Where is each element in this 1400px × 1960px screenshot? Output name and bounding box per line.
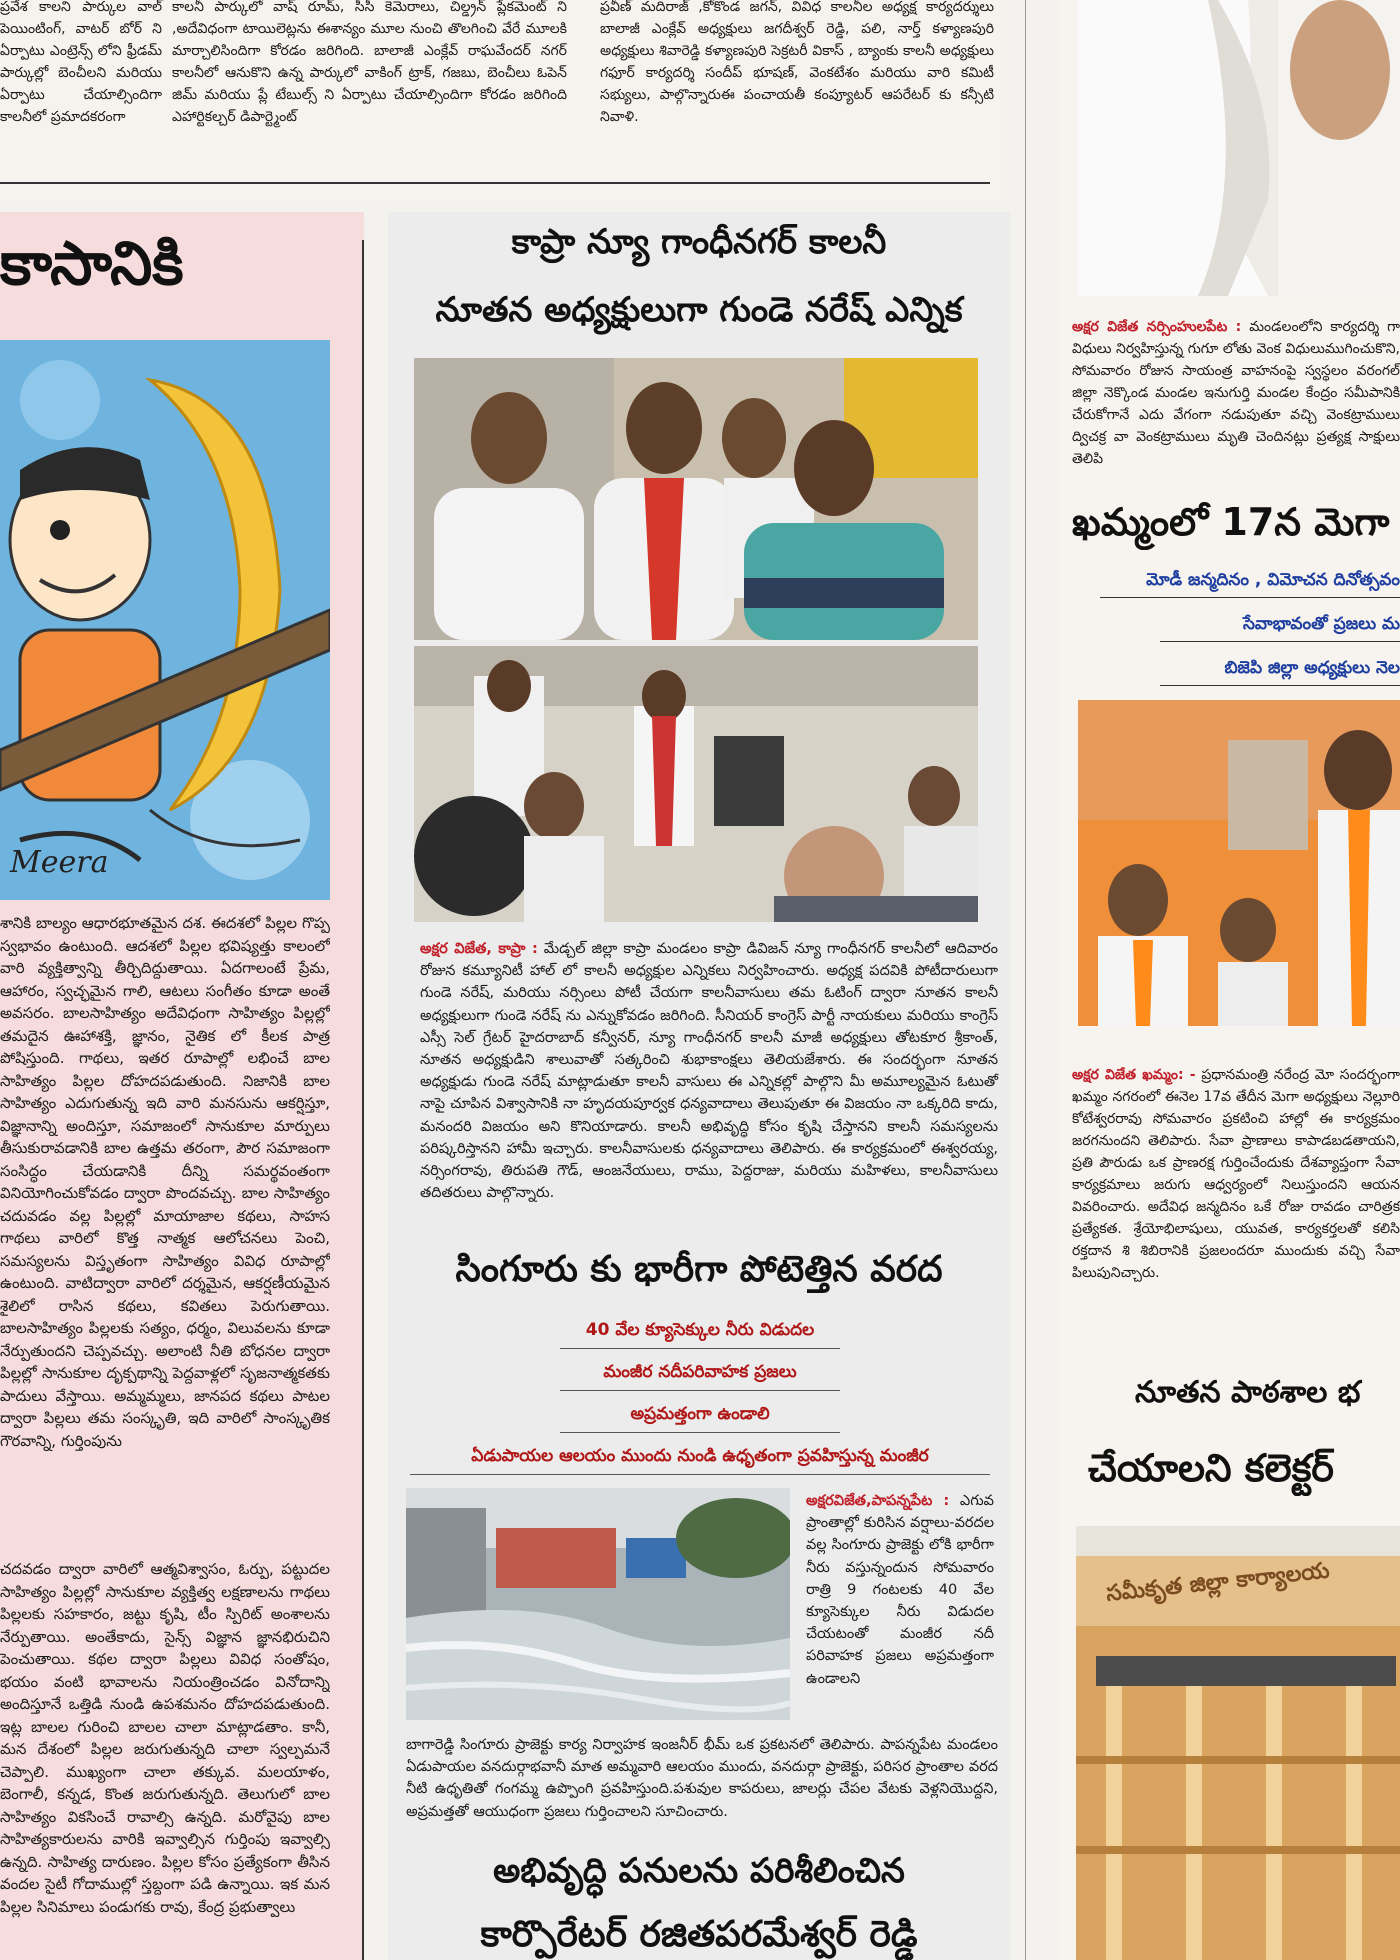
flood-dateline: అక్షరవిజేత,పాపన్నపేట : bbox=[806, 1493, 950, 1509]
top-article-col-b: కాలనీ పార్కులో వాష్ రూమ్, సీసీ కెమెరాలు, చిల్డ్రన్ ప్లేకమెంట్ ని ,అదేవిధంగా టాయిలెట్లను ఈశాన్యం మూల నుంచి తొలగించి వేరే మూలకి మార్చాలిసిందిగా కోరడం జరిగింది. బాలాజీ ఎంక్లేవ్ రాఘవేందర్ నగర్ కాలనీలో ఆనుకొని ఉన్న పార్కులో వాకింగ్ ట్రాక్, గజబు, బెంచీలు ఓపెన్ జిమ్ మరియు ప్లే టేబుల్స్ ని ఏర్పాటు చేయాల్సిందిగా కోరడం జరిగింది ఎహార్టికల్చర్ డిపార్ట్మెంట్ bbox=[172, 0, 567, 125]
kapra-article-body bbox=[420, 938, 998, 1204]
right-dateline-2: అక్షర విజేత ఖమ్మం: - bbox=[1072, 1067, 1196, 1083]
right-body-1: మండలంలోని కార్యదర్శి గా విధులు నిర్వహిస్తున్న గుగూ లోతు వెంక విధులుముగించుకొని, సోమవారం రోజున సాయంత్ర వాహనంపై స్వస్థలం వరంగల్ జిల్లా నెక్కొండ మండల ఇనుగుర్తి మండల కేంద్రం సమీపానికి చేరుకోగానే ఎదు వేగంగా నడుపుతూ వచ్చి వెంకట్రాములు ద్విచక్ర వా వెంకట్రాములు మృతి చెందినట్లు ప్రత్యక్ష సాక్షులు తెలిపి bbox=[1072, 319, 1400, 467]
bottom-title-line1: అభివృద్ధి పనులను పరిశీలించిన bbox=[493, 1851, 905, 1891]
right-dateline-1: అక్షర విజేత నర్సింహులపేట : bbox=[1072, 319, 1242, 335]
kapra-dateline: అక్షర విజేత, కాప్రా : bbox=[420, 941, 538, 957]
left-article-part2: చదవడం ద్వారా వారిలో ఆత్మవిశ్వాసం, ఓర్పు, పట్టుదల సాహిత్యం పిల్లల్లో సానుకూల వ్యక్తిత్వ లక్షణాలను గాథలు పిల్లలకు సహకారం, జట్టు కృషి, టీం స్పిరిట్ అంశాలను నేర్పుతాయి. అంతేకాదు, సైన్స్ విజ్ఞాన జ్ఞానభిరుచిని పెంచుతాయి. కథల ద్వారా పిల్లలు వివిధ సంతోషం, భయం వంటి భావాలను నియంత్రించడం వినోదాన్ని అందిస్తూనే ఒత్తిడి నుండి ఉపశమనం దోహదపడుతుంది. ఇట్ల బాలల గురించి బాలల చాలా మాట్లాడతాం. కానీ, మన దేశంలో పిల్లల జరుగుతున్నది చాలా స్వల్పమనే చెప్పాలి. ముఖ్యంగా చాలా తక్కువ. మలయాళం, బెంగాలీ, కన్నడ, కొంత జరుగుతున్నది. తెలుగులో బాల సాహిత్యం వికసించే రావాల్సి ఉన్నది. మరోవైపు బాల సాహిత్యకారులను వారికి ఇవ్వాల్సిన గుర్తింపు ఇవ్వాల్సి ఉన్నది. సాహిత్య దారుణం. పిల్లల కోసం ప్రత్యేకంగా తీసిన వందల సైటీ గోదాముల్లో స్తబ్దంగా పడి ఉన్నాయి. ఇక మన పిల్లల సినిమాలు పండుగకు రావు, కేంద్ర ప్రభుత్వాలు bbox=[0, 1560, 330, 1916]
khammam-headline: ఖమ్మంలో 17న మెగా bbox=[1072, 500, 1390, 544]
photo-collectorate bbox=[1076, 1526, 1400, 1960]
kapra-title-line1: కాప్రా న్యూ గాంధీనగర్ కాలనీ bbox=[511, 222, 887, 262]
portrait-photo bbox=[1078, 0, 1400, 296]
top-divider bbox=[0, 182, 990, 184]
left-divider bbox=[362, 240, 364, 1960]
bottom-title-line2: కార్పొరేటర్ రజితపరమేశ్వర్ రెడ్డి bbox=[480, 1914, 918, 1955]
flood-sub-3: అప్రమత్తంగా ఉండాలి bbox=[560, 1404, 840, 1433]
right-article-2 bbox=[1072, 1064, 1400, 1284]
top-article-col-c: ప్రవీణ్ మదిరాజ్ ,కోకొండ జగన్, వివిధ కాలనీల అధ్యక్ష కార్యదర్శులు బాలాజీ ఎంక్లేవ్ అధ్యక్షులు జగదీశ్వర్ రెడ్డి, పలి, నార్త్ కళ్యాణపురి అధ్యక్షులు శివారెడ్డి కళ్యాణపురి సెక్రటరీ వికాస్ , బ్యాంకు కాలనీ అధ్యక్షులు గఫూర్ కార్యదర్శి సందీప్ భూషణ్, వెంకటేశం మరియు వారి కమిటీ సభ్యులు, పాల్గొన్నారుఈ పంచాయతీ కంప్యూటర్ ఆపరేటర్ కు కన్సీటి నివాళి. bbox=[600, 0, 994, 125]
khammam-sub-1: మోడీ జన్మదినం , విమోచన దినోత్సవం bbox=[1100, 570, 1400, 598]
right-body-2: ప్రధానమంత్రి నరేంద్ర మో సందర్భంగా ఖమ్మం నగరంలో ఈనెల 17వ తేదీన మెగా అధ్యక్షులు నెల్లూరి కోటేశ్వరరావు సోమవారం ప్రకటించి హాల్లో ఈ కార్యక్రమం జరగనుందని తెలిపారు. సేవా ప్రాణాలు కాపాడబడతాయని, ప్రతి పౌరుడు ఒక ప్రాణరక్ష గుర్తించేందుకు దేశవ్యాప్తంగా సేవా కార్యక్రమాలు జరుగు ఆధ్వర్యంలో నిలుస్తుందని ఆయన వివరించారు. అదేవిధ జన్మదినం ఒకే రోజు రావడం చారిత్రక ప్రత్యేకత. శ్రేయోభిలాషులు, యువత, కార్యకర్తలతో కలిసి రక్తదాన శి శిబిరానికి ప్రజలందరూ ముందుకు వచ్చి సేవా పిలుపునిచ్చారు. bbox=[1072, 1067, 1400, 1281]
left-article-part1: శానికి బాల్యం ఆధారభూతమైన దశ. ఈదశలో పిల్లల గొప్ప స్వభావం ఉంటుంది. ఆదశలో పిల్లల భవిష్యత్తు కాలంలో వారి వ్యక్తిత్వాన్ని తీర్చిదిద్దుతాయి. ఏదగాలంటే ప్రేమ, ఆహారం, స్వచ్ఛమైన గాలి, ఆటలు సంగీతం కూడా అంతే అవసరం. బాలసాహిత్యం అదేవిధంగా సాహిత్యం పిల్లల్లో తమదైన ఊహాశక్తి, జ్ఞానం, నైతిక లో కీలక పాత్ర పోషిస్తుంది. గాథలు, ఇతర రూపాల్లో లభించే బాల సాహిత్యం పిల్లల దోహదపడుతుంది. నిజానికి బాల సాహిత్యం ఎదుగుతున్న ఇది వారి మనసును ఆకర్షిస్తూ, విజ్ఞానాన్ని అందిస్తూ, సమాజంలో సానుకూల మార్పులు తీసుకురావడానికి బాల ఉత్తమ తరంగా, పౌర సమాజంగా సంసిద్ధం చేయడానికి దీన్ని సమర్థవంతంగా వినియోగించుకోవడం ద్వారా పొందవచ్చు. బాల సాహిత్యం చదువడం వల్ల పిల్లల్లో మాయాజాల కథలు, సాహస గాథలు వారిలో కొత్త నాత్మక ఆలోచనలు పెంచి, సమస్యలను విస్తృతంగా సాహిత్యం వివిధ రూపాల్లో ఉంటుంది. వాటిద్వారా వారిలో దర్శమైన, ఆకర్షణీయమైన శైలిలో రాసిన కథలు, కవితలు పెరుగుతాయి. బాలసాహిత్యం పిల్లలకు సత్యం, ధర్మం, విలువలను కూడా నేర్పుతుందని చెప్పవచ్చు. అలాంటి నీతి బోధనల ద్వారా పిల్లల్లో సానుకూల దృక్పథాన్ని పెద్దవాళ్లలో సృజనాత్మకతకు పాదులు వేస్తాయి. అమ్మమ్మలు, జానపద కథలు పాటల ద్వారా పిల్లలు తమ సంస్కృతి, ఇది వారిలో సాంస్కృతిక గౌరవాన్ని, గుర్తింపును bbox=[0, 914, 330, 1450]
cartoon-illustration bbox=[0, 340, 330, 900]
kapra-title-line2: నూతన అధ్యక్షులుగా గుండె నరేష్ ఎన్నిక bbox=[435, 290, 963, 330]
flood-sub-2: మంజీర నదీపరివాహక ప్రజలు bbox=[560, 1362, 840, 1391]
school-title-2: చేయాలని కలెక్టర్ bbox=[1088, 1446, 1334, 1490]
column-divider bbox=[1025, 0, 1026, 1960]
photo-bjp-event bbox=[1078, 700, 1400, 1026]
left-headline: కాసానికి bbox=[0, 229, 184, 299]
photo-flood bbox=[406, 1488, 790, 1720]
right-article-1 bbox=[1072, 316, 1400, 470]
top-article-col-a: ప్రవేశ కాలని పార్కుల వాల్ పెయింటింగ్, వాటర్ బోర్ ని ఏర్పాటు ఎంట్రెన్స్ లోని ఫ్రీడమ్ పార్కుల్లో బెంచీలని మరియు ఏర్పాటు చేయాల్సిందిగా కాలనీలో ప్రమాదకరంగా bbox=[0, 0, 162, 125]
kapra-body-text: మేడ్చల్ జిల్లా కాప్రా మండలం కాప్రా డివిజన్ న్యూ గాంధీనగర్ కాలనీలో ఆదివారం రోజున కమ్యూనిటీ హాల్ లో కాలనీ అధ్యక్షుల ఎన్నికలు నిర్వహించారు. అధ్యక్ష పదవికి పోటీదారులుగా గుండె నరేష్, మరియు నర్సింలు పోటీ చేయగా కాలనీవాసులు తమ ఓటింగ్ ద్వారా నూతన కాలనీ అధ్యక్షులుగా గుండె నరేష్ ను ఎన్నుకోవడం జరిగింది. సీనియర్ కాంగ్రెస్ పార్టీ నాయకులు మరియు కాంగ్రెస్ ఎస్సీ సెల్ గ్రేటర్ హైదరాబాద్ కన్వీనర్, న్యూ గాంధీనగర్ కాలనీ మాజీ అధ్యక్షులు తోటకూర శ్రీకాంత్, నూతన అధ్యక్షుడిని శాలువాతో సత్కరించి శుభాకాంక్షలు తెలియజేశారు. ఈ సందర్భంగా నూతన అధ్యక్షుడు గుండె నరేష్ మాట్లాడుతూ కాలనీ వాసులు ఈ ఎన్నికల్లో పాల్గొని మీ అమూల్యమైన ఓటుతో నాపై చూపిన విశ్వాసానికి నా హృదయపూర్వక ధన్యవాదాలు తెలుపుతూ ఈ విజయం నా ఒక్కరిది కాదు, మనందరి విజయం అని కొనియాడారు. కాలనీ అభివృద్ధి కోసం కృషి చేస్తానని కాలనీ సమస్యలను పరిష్కరిస్తానని హామీ ఇచ్చారు. కాలనీవాసులకు ధన్యవాదాలు తెలిపారు. ఈ కార్యక్రమంలో ఈశ్వరయ్య, నర్సింగరావు, తిరుపతి గౌడ్, ఆంజనేయులు, రాము, పెద్దరాజు, మరియు మహిళలు, కాలనీవాసులు తదితరులు పాల్గొన్నారు. bbox=[420, 941, 999, 1202]
flood-title: సింగూరు కు భారీగా పోటెత్తిన వరద bbox=[455, 1249, 943, 1290]
school-title-1: నూతన పాఠశాల భ bbox=[1135, 1375, 1361, 1410]
flood-sub-4: ఏడుపాయల ఆలయం ముందు నుండి ఉధృతంగా ప్రవహిస్తున్న మంజీర bbox=[410, 1446, 990, 1475]
khammam-sub-2: సేవాభావంతో ప్రజలు మ bbox=[1160, 614, 1400, 642]
flood-side-text bbox=[806, 1490, 994, 1690]
flood-sub-1: 40 వేల క్యూసెక్కుల నీరు విడుదల bbox=[560, 1320, 840, 1349]
flood-body: బాగారెడ్డి సింగూరు ప్రాజెక్టు కార్య నిర్వాహక ఇంజనీర్ భీమ్ ఒక ప్రకటనలో తెలిపారు. పాపన్నపేట మండలం ఏడుపాయల వనదుర్గాభవానీ మాత అమ్మవారి ఆలయం ముందు, వనదుర్గా ప్రాజెక్టు, పరిసర ప్రాంతాల వరద నీటి ఉధృతితో గంగమ్మ ఉప్పొంగి ప్రవహిస్తుంది.పశువుల కాపరులు, జాలర్లు చేపల వేటకు వెళ్లనియొద్దని, అప్రమత్తతో ఆయుధంగా ప్రజలు గుర్తించాలని సూచించారు. bbox=[406, 1737, 998, 1820]
photo-meeting bbox=[414, 646, 978, 922]
building-signboard: సమీకృత జిల్లా కార్యాలయ bbox=[1105, 1558, 1331, 1607]
khammam-sub-3: బిజెపి జిల్లా అధ్యక్షులు నెల bbox=[1160, 658, 1400, 686]
flood-side-body: ఎగువ ప్రాంతాల్లో కురిసిన వర్షాలు-వరదల వల్ల సింగూరు ప్రాజెక్టు లోకి భారీగా నీరు వస్తున్నందున సోమవారం రాత్రి 9 గంటలకు 40 వేల క్యూసెక్కుల నీరు విడుదల చేయటంతో మంజీర నదీ పరివాహక ప్రజలు అప్రమత్తంగా ఉండాలని bbox=[806, 1493, 994, 1687]
photo-felicitation bbox=[414, 358, 978, 640]
artist-signature: Meera bbox=[10, 845, 109, 880]
